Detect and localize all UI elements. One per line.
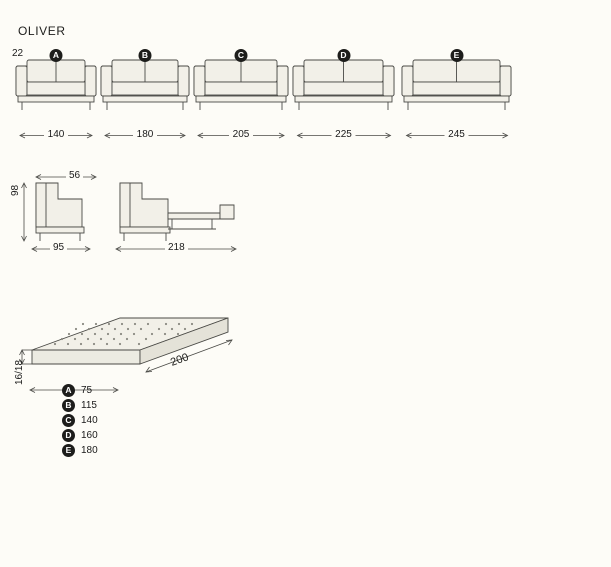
mattress-block xyxy=(0,300,330,480)
legend-value: 115 xyxy=(81,400,97,411)
width-value-c: 205 xyxy=(230,129,253,140)
badge-c: C xyxy=(235,45,248,63)
width-dimension-b xyxy=(104,130,186,141)
closed-depth-value: 95 xyxy=(50,242,67,253)
badge-b-legend: B xyxy=(62,399,75,412)
badge-c-legend: C xyxy=(62,414,75,427)
sofa-side-view-closed xyxy=(14,165,114,255)
mattress-length-value: 200 xyxy=(168,351,191,369)
sofa-front-view-d xyxy=(291,40,396,140)
legend-value: 160 xyxy=(81,430,98,441)
sofa-front-view-e xyxy=(400,40,513,140)
badge-a: A xyxy=(50,45,63,63)
mattress-width-legend xyxy=(62,383,98,458)
legend-row xyxy=(62,413,98,428)
legend-row xyxy=(62,443,98,458)
width-dimension-c xyxy=(197,130,285,141)
width-value-e: 245 xyxy=(445,129,468,140)
width-value-a: 140 xyxy=(45,129,68,140)
page-title: OLIVER xyxy=(18,24,66,38)
seat-height-label: 22 xyxy=(12,48,24,59)
front-views-row xyxy=(0,40,611,140)
legend-row xyxy=(62,383,98,398)
badge-e-legend: E xyxy=(62,444,75,457)
legend-value: 140 xyxy=(81,415,98,426)
width-value-b: 180 xyxy=(134,129,157,140)
badge-a-legend: A xyxy=(62,384,75,397)
legend-row xyxy=(62,428,98,443)
legend-value: 180 xyxy=(81,445,98,456)
width-dimension-e xyxy=(405,130,508,141)
sofa-front-view-a xyxy=(14,40,98,140)
badge-b: B xyxy=(139,45,152,63)
badge-d: D xyxy=(337,45,350,63)
width-value-d: 225 xyxy=(332,129,355,140)
side-views-block xyxy=(0,165,300,260)
sofa-side-view-open xyxy=(112,165,247,255)
sofa-front-view-b xyxy=(99,40,191,140)
width-dimension-a xyxy=(19,130,93,141)
legend-row xyxy=(62,398,98,413)
badge-d-legend: D xyxy=(62,429,75,442)
sofa-front-view-c xyxy=(192,40,290,140)
height-value: 98 xyxy=(10,184,21,196)
legend-value: 75 xyxy=(81,385,93,396)
mattress-thickness-value: 16/18 xyxy=(14,359,25,385)
seat-depth-value: 56 xyxy=(66,170,83,181)
open-depth-value: 218 xyxy=(165,242,188,253)
mattress-isometric xyxy=(0,300,330,410)
width-dimension-d xyxy=(296,130,391,141)
badge-e: E xyxy=(450,45,463,63)
